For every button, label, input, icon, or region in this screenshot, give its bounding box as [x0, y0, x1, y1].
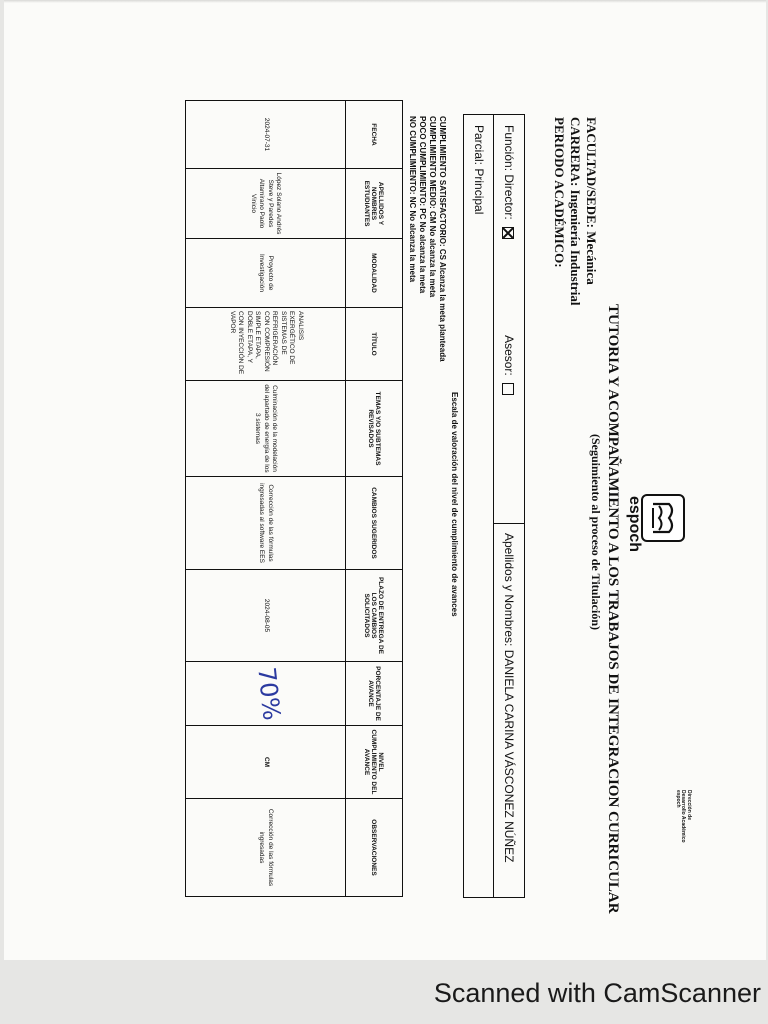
brand-text: espoch	[626, 496, 643, 553]
form-title: TUTORIA Y ACOMPAÑAMIENTO A LOS TRABAJOS DE INTEGRACION CURRICULAR	[605, 304, 621, 914]
cell-plazo: 2024-08-05	[186, 570, 346, 662]
cell-temas: Culminación de la modelación del apartado de energía de los 3 sistemas	[186, 381, 346, 477]
faculty-line: FACULTAD/SEDE: Mecánica	[584, 117, 599, 285]
side-logo: Dirección de Desarrollo Académico espoch	[675, 790, 692, 843]
scale-title: Escala de valoración del nivel de cumplimiento de avances	[450, 392, 459, 617]
col-estudiantes: APELLIDOS Y NOMBRES ESTUDIANTES	[346, 169, 403, 239]
cell-nivel: CM	[186, 726, 346, 799]
director-checkbox[interactable]	[502, 227, 514, 239]
cell-observaciones: Corrección de las fórmulas ingresadas	[186, 799, 346, 897]
cell-titulo: ANALISIS EXERGÉTICO DE SISTEMAS DE REFRIGERACIÓN CON COMPRESIÓN SIMPLE ETAPA, DOBLE ETAPA, Y CON INYECCIÓN DE VAPOR	[186, 308, 346, 381]
cell-fecha: 2024-07-31	[186, 101, 346, 169]
col-fecha: FECHA	[346, 101, 403, 169]
faculty-value: Mecánica	[584, 231, 599, 285]
col-plazo: PLAZO DE ENTREGA DE LOS CAMBIOS SOLICITADOS	[346, 570, 403, 662]
scale-item-pc: POCO CUMPLIMIENTO: PC No alcanza la meta	[418, 116, 427, 294]
table-row	[186, 101, 346, 897]
rotated-form	[91, 92, 691, 992]
cell-cambios: Corrección de las fórmulas ingresadas al software EES	[186, 477, 346, 570]
col-cambios: CAMBIOS SUGERIDOS	[346, 477, 403, 570]
espoch-logo	[641, 494, 685, 542]
career-value: Ingeniería Industrial	[568, 189, 583, 306]
names-field: Apellidos y Nombres: DANIELA CARINA VÁSCONEZ NÚÑEZ	[502, 533, 516, 863]
col-porcentaje: PORCENTAJE DE AVANCE	[346, 662, 403, 726]
col-observaciones: OBSERVACIONES	[346, 799, 403, 897]
handwritten-percentage: 70%	[252, 665, 286, 722]
scanned-page	[4, 0, 766, 960]
col-modalidad: MODALIDAD	[346, 239, 403, 308]
advisor-checkbox[interactable]	[502, 383, 514, 395]
form-subtitle: (Seguimiento al proceso de Titulación)	[589, 434, 603, 631]
info-box	[463, 114, 525, 898]
partial-field: Parcial: Principal	[472, 125, 486, 215]
scale-list	[407, 116, 447, 362]
scale-item-cm: CUMPLIMIENTO MEDIO: CM No alcanza la meta	[428, 116, 437, 298]
col-titulo: TÍTULO	[346, 308, 403, 381]
espoch-logo-icon	[643, 496, 683, 540]
table-header-row	[346, 101, 403, 897]
progress-table	[185, 100, 403, 897]
camscanner-watermark: Scanned with CamScanner	[433, 978, 761, 1008]
col-temas: TEMAS Y/O SUBTEMAS REVISADOS	[346, 381, 403, 477]
cell-estudiantes: López Solano Andrés Steve y Paredes Altamirano Paolo Vinicio	[186, 169, 346, 239]
cell-modalidad: Proyecto de Investigación	[186, 239, 346, 308]
period-line: PERIODO ACADÉMICO:	[552, 117, 567, 268]
cell-porcentaje	[186, 662, 346, 726]
career-line: CARRERA: Ingeniería Industrial	[568, 117, 583, 306]
scale-item-nc: NO CUMPLIMIENTO: NC No alcanza la meta	[408, 116, 417, 283]
col-nivel: NIVEL CUMPLIMIENTO DEL AVANCE	[346, 726, 403, 799]
scale-item-cs: CUMPLIMIENTO SATISFACTORIO: CS Alcanza la meta planteada	[438, 116, 447, 362]
function-row: Función: Director: Asesor:	[502, 125, 516, 395]
